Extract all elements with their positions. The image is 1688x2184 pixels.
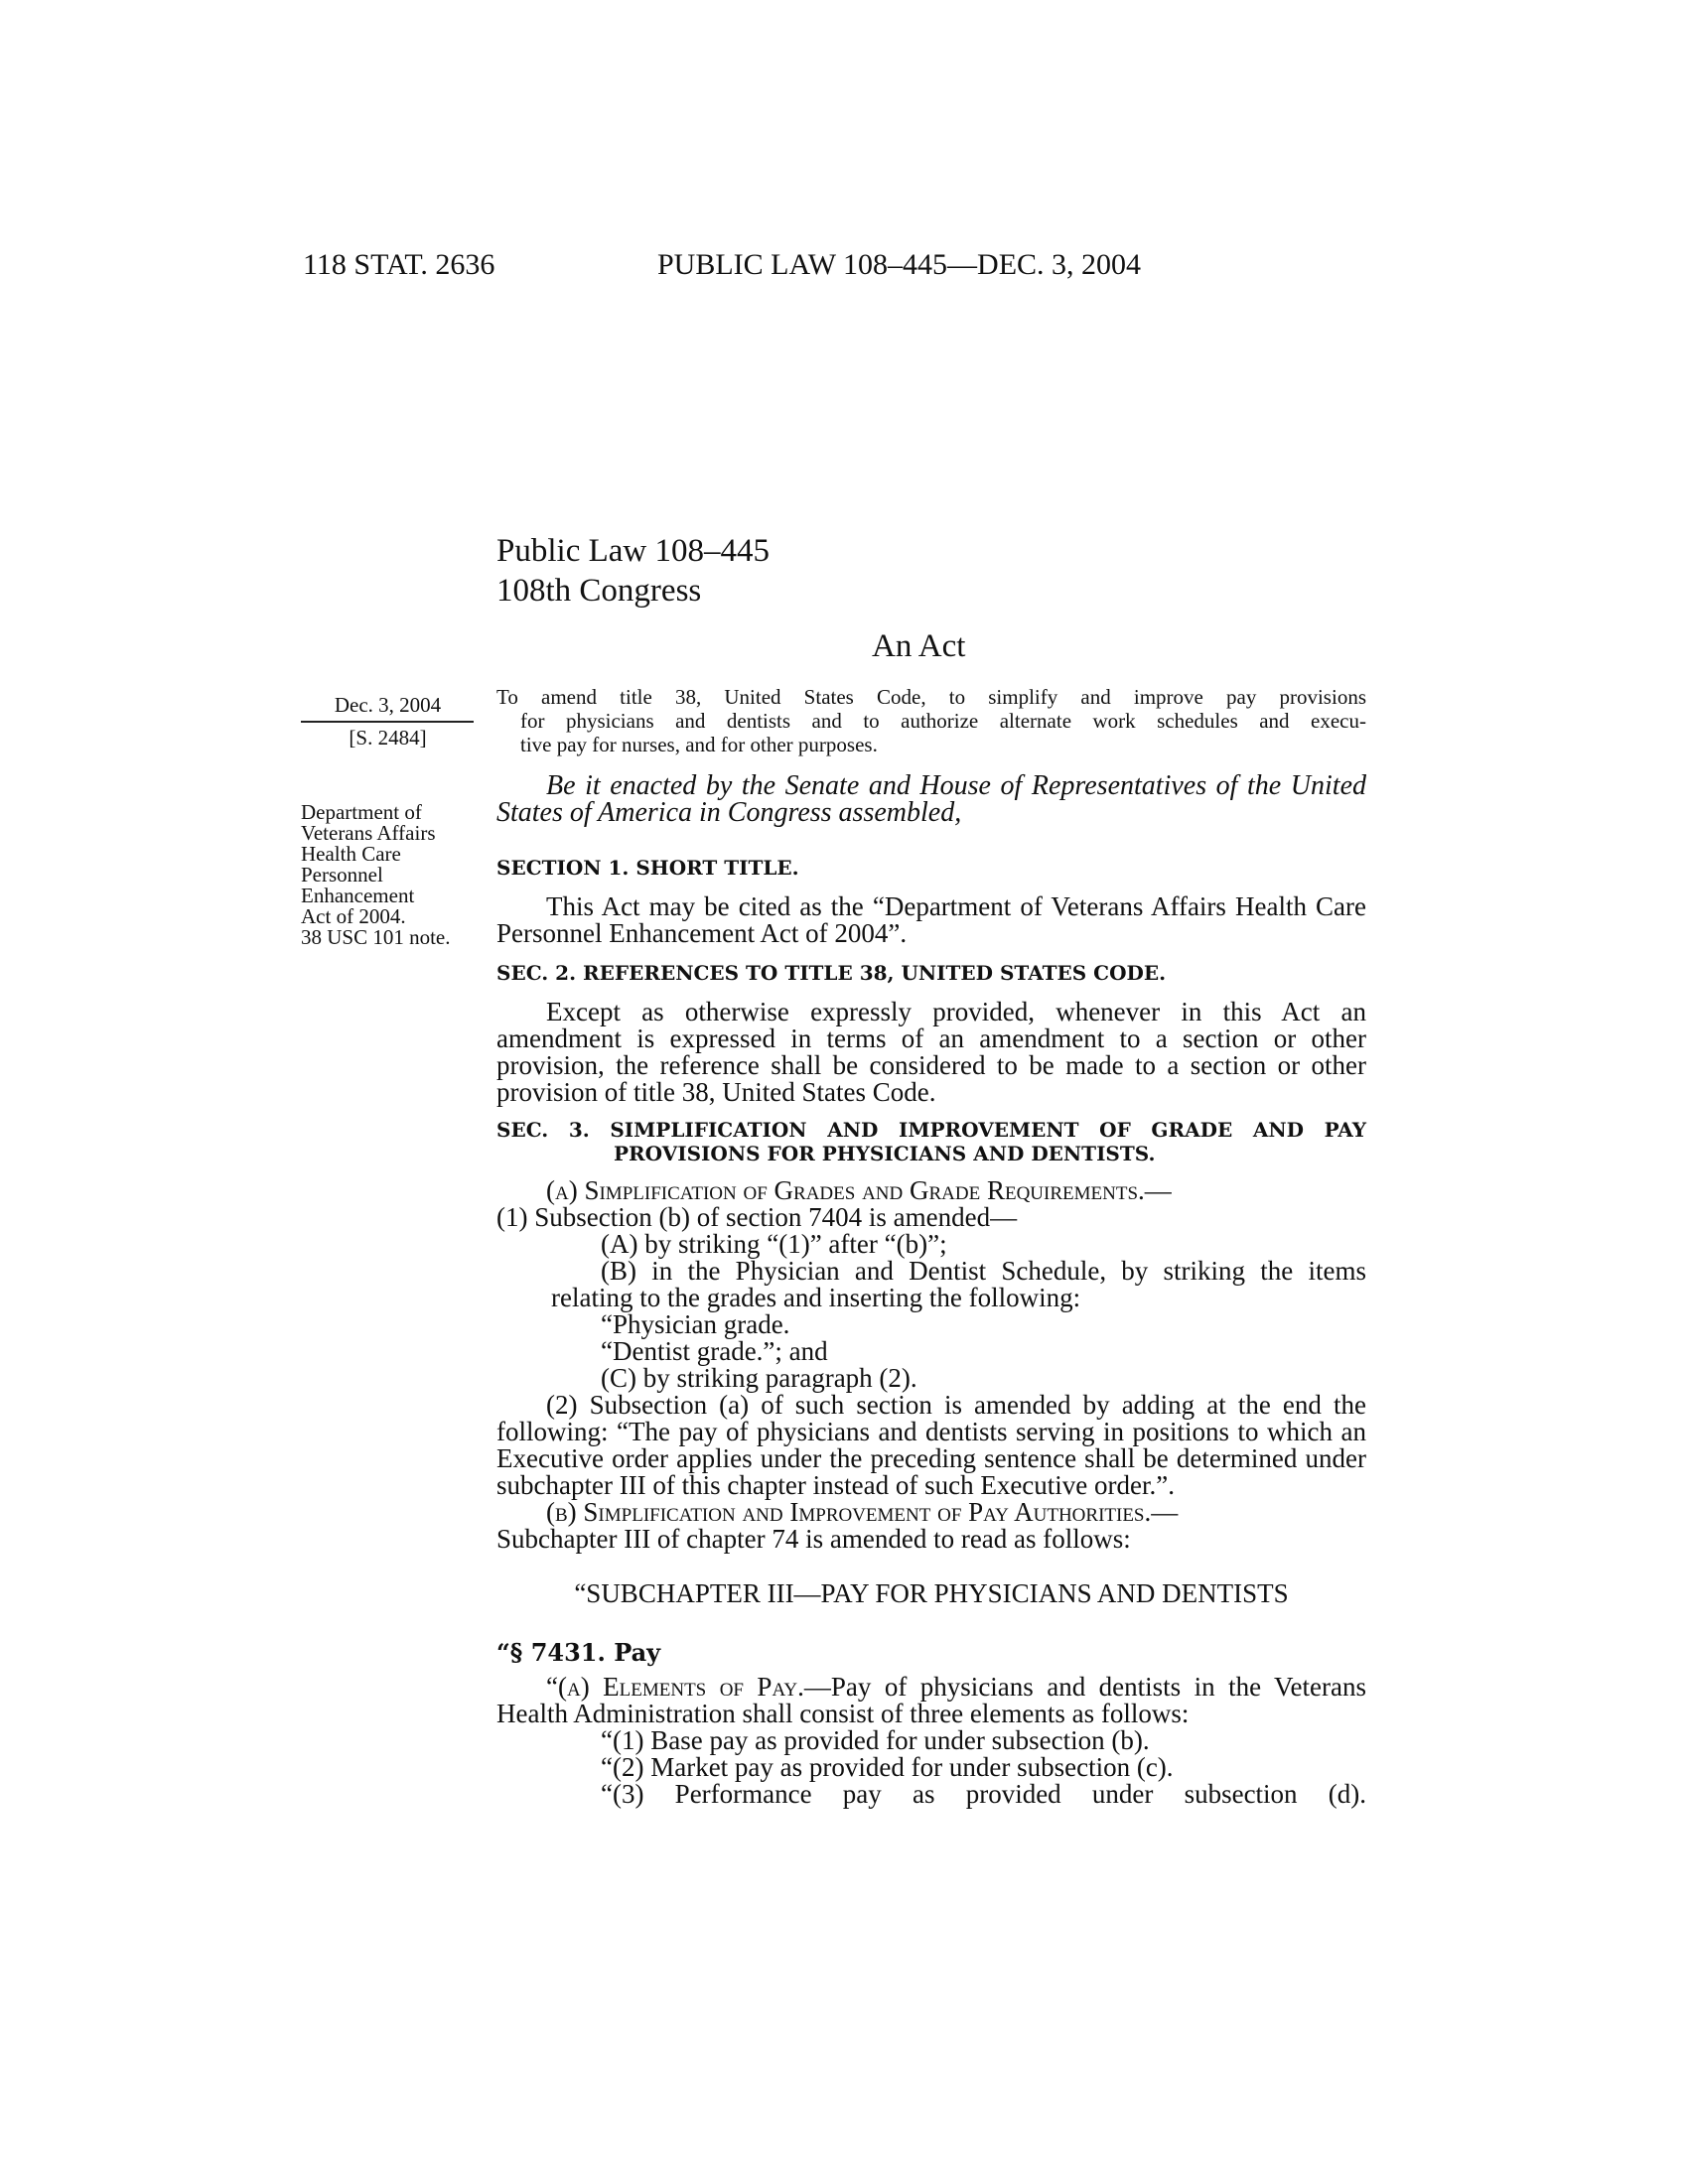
section-1-text: This Act may be cited as the “Department of Veterans Affairs Health Care Personnel Enhancement Act of 2004”. <box>496 891 1366 948</box>
margin-note-line: Department of <box>301 800 422 824</box>
purpose-line: for physicians and dentists and to authorize alternate work schedules and execu- <box>520 709 1366 733</box>
section-7431-a <box>496 1674 1366 1727</box>
element-2: “(2) Market pay as provided for under subsection (c). <box>601 1752 1174 1782</box>
paragraph-a-2: (2) Subsection (a) of such section is amended by adding at the end the following: “The pay of physicians and dentists serving in positions to which an Executive order applies under the preceding sentence shall be determined under subchapter III of this chapter instead of such Executive order.”. <box>496 1390 1366 1500</box>
element-3: “(3) Performance pay as provided under subsection (d). <box>601 1779 1366 1809</box>
section-7431-heading: “§ 7431. Pay <box>496 1638 661 1667</box>
margin-note-line: Personnel <box>301 863 383 887</box>
section-3-heading-line: PROVISIONS FOR PHYSICIANS AND DENTISTS. <box>614 1142 1156 1165</box>
congress: 108th Congress <box>496 573 702 609</box>
margin-date: Dec. 3, 2004 <box>334 693 442 717</box>
inserted-physician-grade: “Physician grade. <box>601 1309 790 1339</box>
enacting-clause: Be it enacted by the Senate and House of Representatives of the United States of America in Congress assembled, <box>496 770 1366 828</box>
subsection-a-caption: (a) Simplification of Grades and Grade Requirements.— <box>546 1175 1172 1205</box>
subsection-b-caption: (b) Simplification and Improvement of Pay Authorities.— <box>546 1497 1179 1527</box>
section-7431-a-caption: “(a) Elements of Pay. <box>546 1672 804 1702</box>
subsection-b-text: Subchapter III of chapter 74 is amended to read as follows: <box>496 1524 1131 1554</box>
running-header: PUBLIC LAW 108–445—DEC. 3, 2004 <box>657 248 1142 281</box>
page-stat-citation: 118 STAT. 2636 <box>303 248 495 281</box>
margin-rule <box>301 721 474 723</box>
subchapter-heading: “SUBCHAPTER III—PAY FOR PHYSICIANS AND DENTISTS <box>574 1578 1289 1608</box>
law-title-block <box>496 531 770 611</box>
inserted-dentist-grade: “Dentist grade.”; and <box>601 1336 828 1366</box>
margin-short-title-note <box>301 802 475 948</box>
section-2-heading: SEC. 2. REFERENCES TO TITLE 38, UNITED STATES CODE. <box>496 961 1167 985</box>
margin-note-line: 38 USC 101 note. <box>301 925 451 949</box>
section-3-heading-line: SEC. 3. SIMPLIFICATION AND IMPROVEMENT OF GRADE AND PAY <box>496 1118 1366 1142</box>
section-2-text: Except as otherwise expressly provided, whenever in this Act an amendment is expressed in terms of an amendment to a section or other provision, the reference shall be considered to be made to a section or other provision of title 38, United States Code. <box>496 997 1366 1107</box>
paragraph-a-1-A: (A) by striking “(1)” after “(b)”; <box>601 1229 947 1259</box>
section-7431-a-text: —Pay of physicians and dentists in the Veterans Health Administration shall consist of three elements as follows: <box>496 1672 1366 1728</box>
element-1: “(1) Base pay as provided for under subsection (b). <box>601 1725 1150 1755</box>
paragraph-a-1-B: (B) in the Physician and Dentist Schedule, by striking the items relating to the grades and inserting the following: <box>551 1256 1366 1312</box>
purpose-line: To amend title 38, United States Code, to simplify and improve pay provisions <box>496 685 1366 709</box>
paragraph-a-1-C: (C) by striking paragraph (2). <box>601 1363 917 1393</box>
section-1-heading: SECTION 1. SHORT TITLE. <box>496 856 799 880</box>
paragraph-a-1: (1) Subsection (b) of section 7404 is amended— <box>496 1202 1018 1232</box>
margin-bill-number: [S. 2484] <box>349 726 427 750</box>
margin-note-line: Veterans Affairs <box>301 821 436 845</box>
margin-note-line: Enhancement <box>301 884 415 907</box>
law-number: Public Law 108–445 <box>496 533 770 569</box>
section-3-heading <box>496 1118 1366 1165</box>
purpose-paragraph <box>496 685 1366 756</box>
purpose-line: tive pay for nurses, and for other purposes. <box>520 733 878 756</box>
act-body <box>496 856 1366 1808</box>
margin-note-line: Act of 2004. <box>301 904 406 928</box>
margin-note-line: Health Care <box>301 842 401 866</box>
act-heading: An Act <box>872 628 966 664</box>
